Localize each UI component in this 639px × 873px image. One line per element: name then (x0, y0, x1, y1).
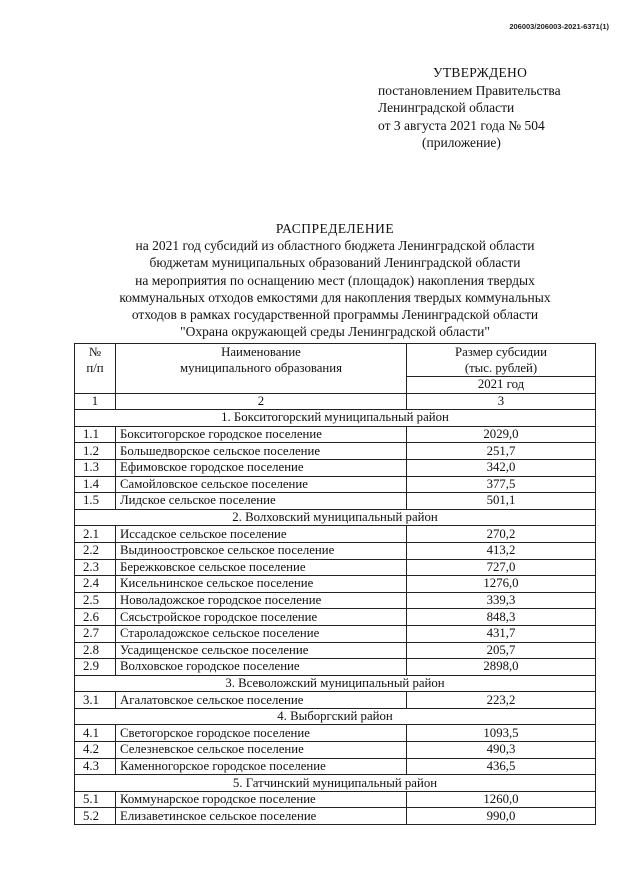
subsidy-table (74, 343, 596, 825)
approval-stamp (378, 64, 588, 152)
subsidy-value: 431,7 (407, 625, 596, 642)
col-header-year: 2021 год (407, 377, 596, 394)
section-title: 2. Волховский муниципальный район (75, 509, 596, 526)
section-title: 1. Бокситогорский муниципальный район (75, 410, 596, 427)
row-number: 1.2 (75, 443, 116, 460)
municipality-name: Бережковское сельское поселение (116, 559, 407, 576)
subsidy-value: 490,3 (407, 742, 596, 759)
row-number: 1.5 (75, 493, 116, 510)
row-number: 2.4 (75, 576, 116, 593)
approval-line: (приложение) (422, 135, 501, 150)
table-row (75, 692, 596, 709)
subsidy-value: 251,7 (407, 443, 596, 460)
municipality-name: Самойловское сельское поселение (116, 476, 407, 493)
table-row (75, 725, 596, 742)
row-number: 2.8 (75, 642, 116, 659)
municipality-name: Иссадское сельское поселение (116, 526, 407, 543)
row-number: 4.2 (75, 742, 116, 759)
table-body (75, 410, 596, 825)
col-header-number: № п/п (75, 344, 116, 394)
row-number: 2.6 (75, 609, 116, 626)
subsidy-value: 377,5 (407, 476, 596, 493)
municipality-name: Выдиноостровское сельское поселение (116, 542, 407, 559)
heading-line: бюджетам муниципальных образований Ленинградской области (149, 255, 521, 271)
municipality-name: Светогорское городское поселение (116, 725, 407, 742)
col-header-subsidy: Размер субсидии (тыс. рублей) (407, 344, 596, 377)
municipality-name: Бокситогорское городское поселение (116, 426, 407, 443)
heading-line: коммунальных отходов емкостями для накопления твердых коммунальных (119, 289, 551, 305)
table-row (75, 609, 596, 626)
subsidy-value: 2029,0 (407, 426, 596, 443)
row-number: 2.2 (75, 542, 116, 559)
table-row (75, 493, 596, 510)
municipality-name: Новоладожское городское поселение (116, 592, 407, 609)
section-title: 5. Гатчинский муниципальный район (75, 775, 596, 792)
approval-title: УТВЕРЖДЕНО (433, 65, 528, 80)
section-title: 4. Выборгский район (75, 708, 596, 725)
subsidy-value: 436,5 (407, 758, 596, 775)
table-row (75, 758, 596, 775)
subsidy-value: 342,0 (407, 459, 596, 476)
row-number: 2.1 (75, 526, 116, 543)
document-heading (60, 220, 610, 340)
subsidy-value: 501,1 (407, 493, 596, 510)
subsidy-value: 205,7 (407, 642, 596, 659)
subsidy-value: 727,0 (407, 559, 596, 576)
table-row (75, 426, 596, 443)
row-number: 1.4 (75, 476, 116, 493)
document-id: 206003/206003-2021-6371(1) (509, 22, 609, 31)
section-row (75, 775, 596, 792)
section-row (75, 708, 596, 725)
row-number: 2.3 (75, 559, 116, 576)
section-row (75, 509, 596, 526)
row-number: 3.1 (75, 692, 116, 709)
approval-line: постановлением Правительства (378, 82, 561, 98)
table-row (75, 559, 596, 576)
row-number: 5.1 (75, 791, 116, 808)
table-row (75, 659, 596, 676)
section-title: 3. Всеволожский муниципальный район (75, 675, 596, 692)
table-row (75, 625, 596, 642)
table-row (75, 808, 596, 825)
subsidy-value: 1260,0 (407, 791, 596, 808)
table-row (75, 576, 596, 593)
municipality-name: Кисельнинское сельское поселение (116, 576, 407, 593)
table-row (75, 476, 596, 493)
col-header-name: Наименование муниципального образования (116, 344, 407, 394)
table-row (75, 443, 596, 460)
row-number: 1.3 (75, 459, 116, 476)
subsidy-value: 848,3 (407, 609, 596, 626)
municipality-name: Большедворское сельское поселение (116, 443, 407, 460)
heading-line: отходов в рамках государственной программы Ленинградской области (131, 307, 539, 323)
subsidy-value: 413,2 (407, 542, 596, 559)
approval-line: Ленинградской области (378, 100, 515, 115)
municipality-name: Сясьстройское городское поселение (116, 609, 407, 626)
heading-line: на 2021 год субсидий из областного бюджета Ленинградской области (135, 238, 535, 254)
table-row (75, 592, 596, 609)
municipality-name: Староладожское сельское поселение (116, 625, 407, 642)
row-number: 1.1 (75, 426, 116, 443)
row-number: 5.2 (75, 808, 116, 825)
subsidy-value: 270,2 (407, 526, 596, 543)
row-number: 4.3 (75, 758, 116, 775)
municipality-name: Волховское городское поселение (116, 659, 407, 676)
table-row (75, 526, 596, 543)
subsidy-value: 223,2 (407, 692, 596, 709)
municipality-name: Усадищенское сельское поселение (116, 642, 407, 659)
col-index: 1 (75, 393, 116, 410)
table-row (75, 459, 596, 476)
heading-line: "Охрана окружающей среды Ленинградской области" (180, 324, 490, 340)
col-index: 3 (407, 393, 596, 410)
row-number: 4.1 (75, 725, 116, 742)
municipality-name: Селезневское сельское поселение (116, 742, 407, 759)
municipality-name: Елизаветинское сельское поселение (116, 808, 407, 825)
row-number: 2.7 (75, 625, 116, 642)
subsidy-value: 2898,0 (407, 659, 596, 676)
subsidy-value: 1093,5 (407, 725, 596, 742)
section-row (75, 410, 596, 427)
table-row (75, 742, 596, 759)
municipality-name: Каменногорское городское поселение (116, 758, 407, 775)
municipality-name: Лидское сельское поселение (116, 493, 407, 510)
row-number: 2.9 (75, 659, 116, 676)
subsidy-value: 339,3 (407, 592, 596, 609)
row-number: 2.5 (75, 592, 116, 609)
approval-line: от 3 августа 2021 года № 504 (378, 117, 545, 133)
subsidy-value: 1276,0 (407, 576, 596, 593)
municipality-name: Коммунарское городское поселение (116, 791, 407, 808)
table-row (75, 791, 596, 808)
col-index: 2 (116, 393, 407, 410)
table-row (75, 642, 596, 659)
subsidy-value: 990,0 (407, 808, 596, 825)
municipality-name: Агалатовское сельское поселение (116, 692, 407, 709)
document-title: РАСПРЕДЕЛЕНИЕ (275, 221, 395, 236)
municipality-name: Ефимовское городское поселение (116, 459, 407, 476)
heading-line: на мероприятия по оснащению мест (площадок) накопления твердых (135, 272, 535, 288)
table-row (75, 542, 596, 559)
section-row (75, 675, 596, 692)
